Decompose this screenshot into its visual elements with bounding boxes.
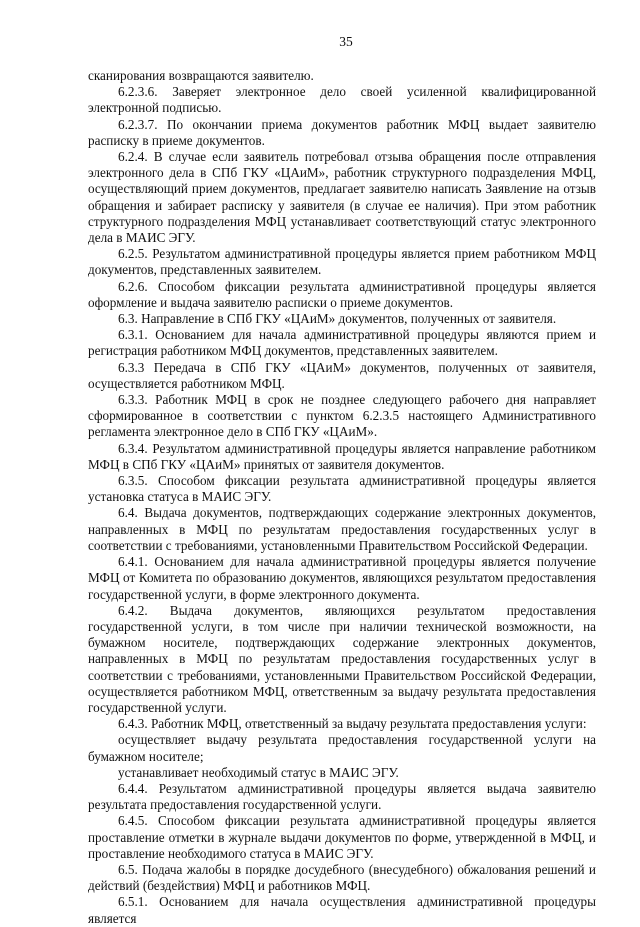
paragraph-6-4-4: 6.4.4. Результатом административной процедуры является выдача заявителю результата предоставления государственной услуги. <box>88 780 596 813</box>
paragraph-6-3-3-a: 6.3.3 Передача в СПб ГКУ «ЦАиМ» документов, полученных от заявителя, осуществляется работником МФЦ. <box>88 359 596 391</box>
paragraph-6-4-1: 6.4.1. Основанием для начала административной процедуры является получение МФЦ от Комитета по образованию документов, являющихся результатом предоставления государственной услуги, в форме электронного документа. <box>88 554 596 602</box>
paragraph-6-4: 6.4. Выдача документов, подтверждающих содержание электронных документов, направленных в МФЦ по результатам предоставления государственных услуг в соответствии с требованиями, установленными Правительством Российской Федерации. <box>88 505 596 553</box>
paragraph-6-2-3-7: 6.2.3.7. По окончании приема документов работник МФЦ выдает заявителю расписку в приеме документов. <box>88 116 596 148</box>
paragraph-6-5: 6.5. Подача жалобы в порядке досудебного (внесудебного) обжалования решений и действий (бездействия) МФЦ и работников МФЦ. <box>88 861 596 894</box>
paragraph-6-3-4: 6.3.4. Результатом административной процедуры является направление работником МФЦ в СПб ГКУ «ЦАиМ» принятых от заявителя документов. <box>88 440 596 472</box>
paragraph-6-2-3-6: 6.2.3.6. Заверяет электронное дело своей усиленной квалифицированной электронной подписью. <box>88 84 596 116</box>
paragraph-6-4-5: 6.4.5. Способом фиксации результата административной процедуры является проставление отметки в журнале выдачи документов по форме, утвержденной в МФЦ, и проставление необходимого статуса в МАИС ЭГУ. <box>88 813 596 861</box>
paragraph-6-3: 6.3. Направление в СПб ГКУ «ЦАиМ» документов, полученных от заявителя. <box>118 311 557 327</box>
paragraph-6-2-5: 6.2.5. Результатом административной процедуры является прием работником МФЦ документов, представленных заявителем. <box>88 246 596 278</box>
paragraph-6-4-3: 6.4.3. Работник МФЦ, ответственный за выдачу результата предоставления услуги: <box>118 716 587 732</box>
paragraph-6-3-1: 6.3.1. Основанием для начала административной процедуры являются прием и регистрация работником МФЦ документов, представленных заявителем. <box>88 327 596 359</box>
paragraph-6-4-2: 6.4.2. Выдача документов, являющихся результатом предоставления государственной услуги, в том числе при наличии технической возможности, на бумажном носителе, подтверждающих содержание электронных документов, направленных в МФЦ по результатам предоставления государственных услуг в соответствии с требованиями, установленными Правительством Российской Федерации, осуществляется работником МФЦ, ответственным за выдачу результата предоставления государственной услуги. <box>88 602 596 715</box>
paragraph-6-5-1: 6.5.1. Основанием для начала осуществления административной процедуры является <box>88 894 596 926</box>
paragraph-6-2-4: 6.2.4. В случае если заявитель потребовал отзыва обращения после отправления электронного дела в СПб ГКУ «ЦАиМ», работник структурного подразделения МФЦ, осуществляющий прием документов, предлагает заявителю написать Заявление на отзыв обращения и забирает расписку у заявителя (в случае ее наличия). При этом работник структурного подразделения МФЦ устанавливает соответствующий статус электронного дела в МАИС ЭГУ. <box>88 149 596 246</box>
page-number: 35 <box>339 34 353 49</box>
paragraph-0: сканирования возвращаются заявителю. <box>88 68 314 83</box>
paragraph-6-4-3-item-2: устанавливает необходимый статус в МАИС ЭГУ. <box>118 764 399 780</box>
paragraph-6-3-3-b: 6.3.3. Работник МФЦ в срок не позднее следующего рабочего дня направляет сформированное в соответствии с пунктом 6.2.3.5 настоящего Административного регламента электронное дело в СПб ГКУ «ЦАиМ». <box>88 392 596 440</box>
paragraph-6-4-3-item-1: осуществляет выдачу результата предоставления государственной услуги на бумажном носителе; <box>88 732 596 764</box>
paragraph-6-2-6: 6.2.6. Способом фиксации результата административной процедуры является оформление и выдача заявителю расписки о приеме документов. <box>88 278 596 310</box>
paragraph-6-3-5: 6.3.5. Способом фиксации результата административной процедуры является установка статуса в МАИС ЭГУ. <box>88 473 596 505</box>
